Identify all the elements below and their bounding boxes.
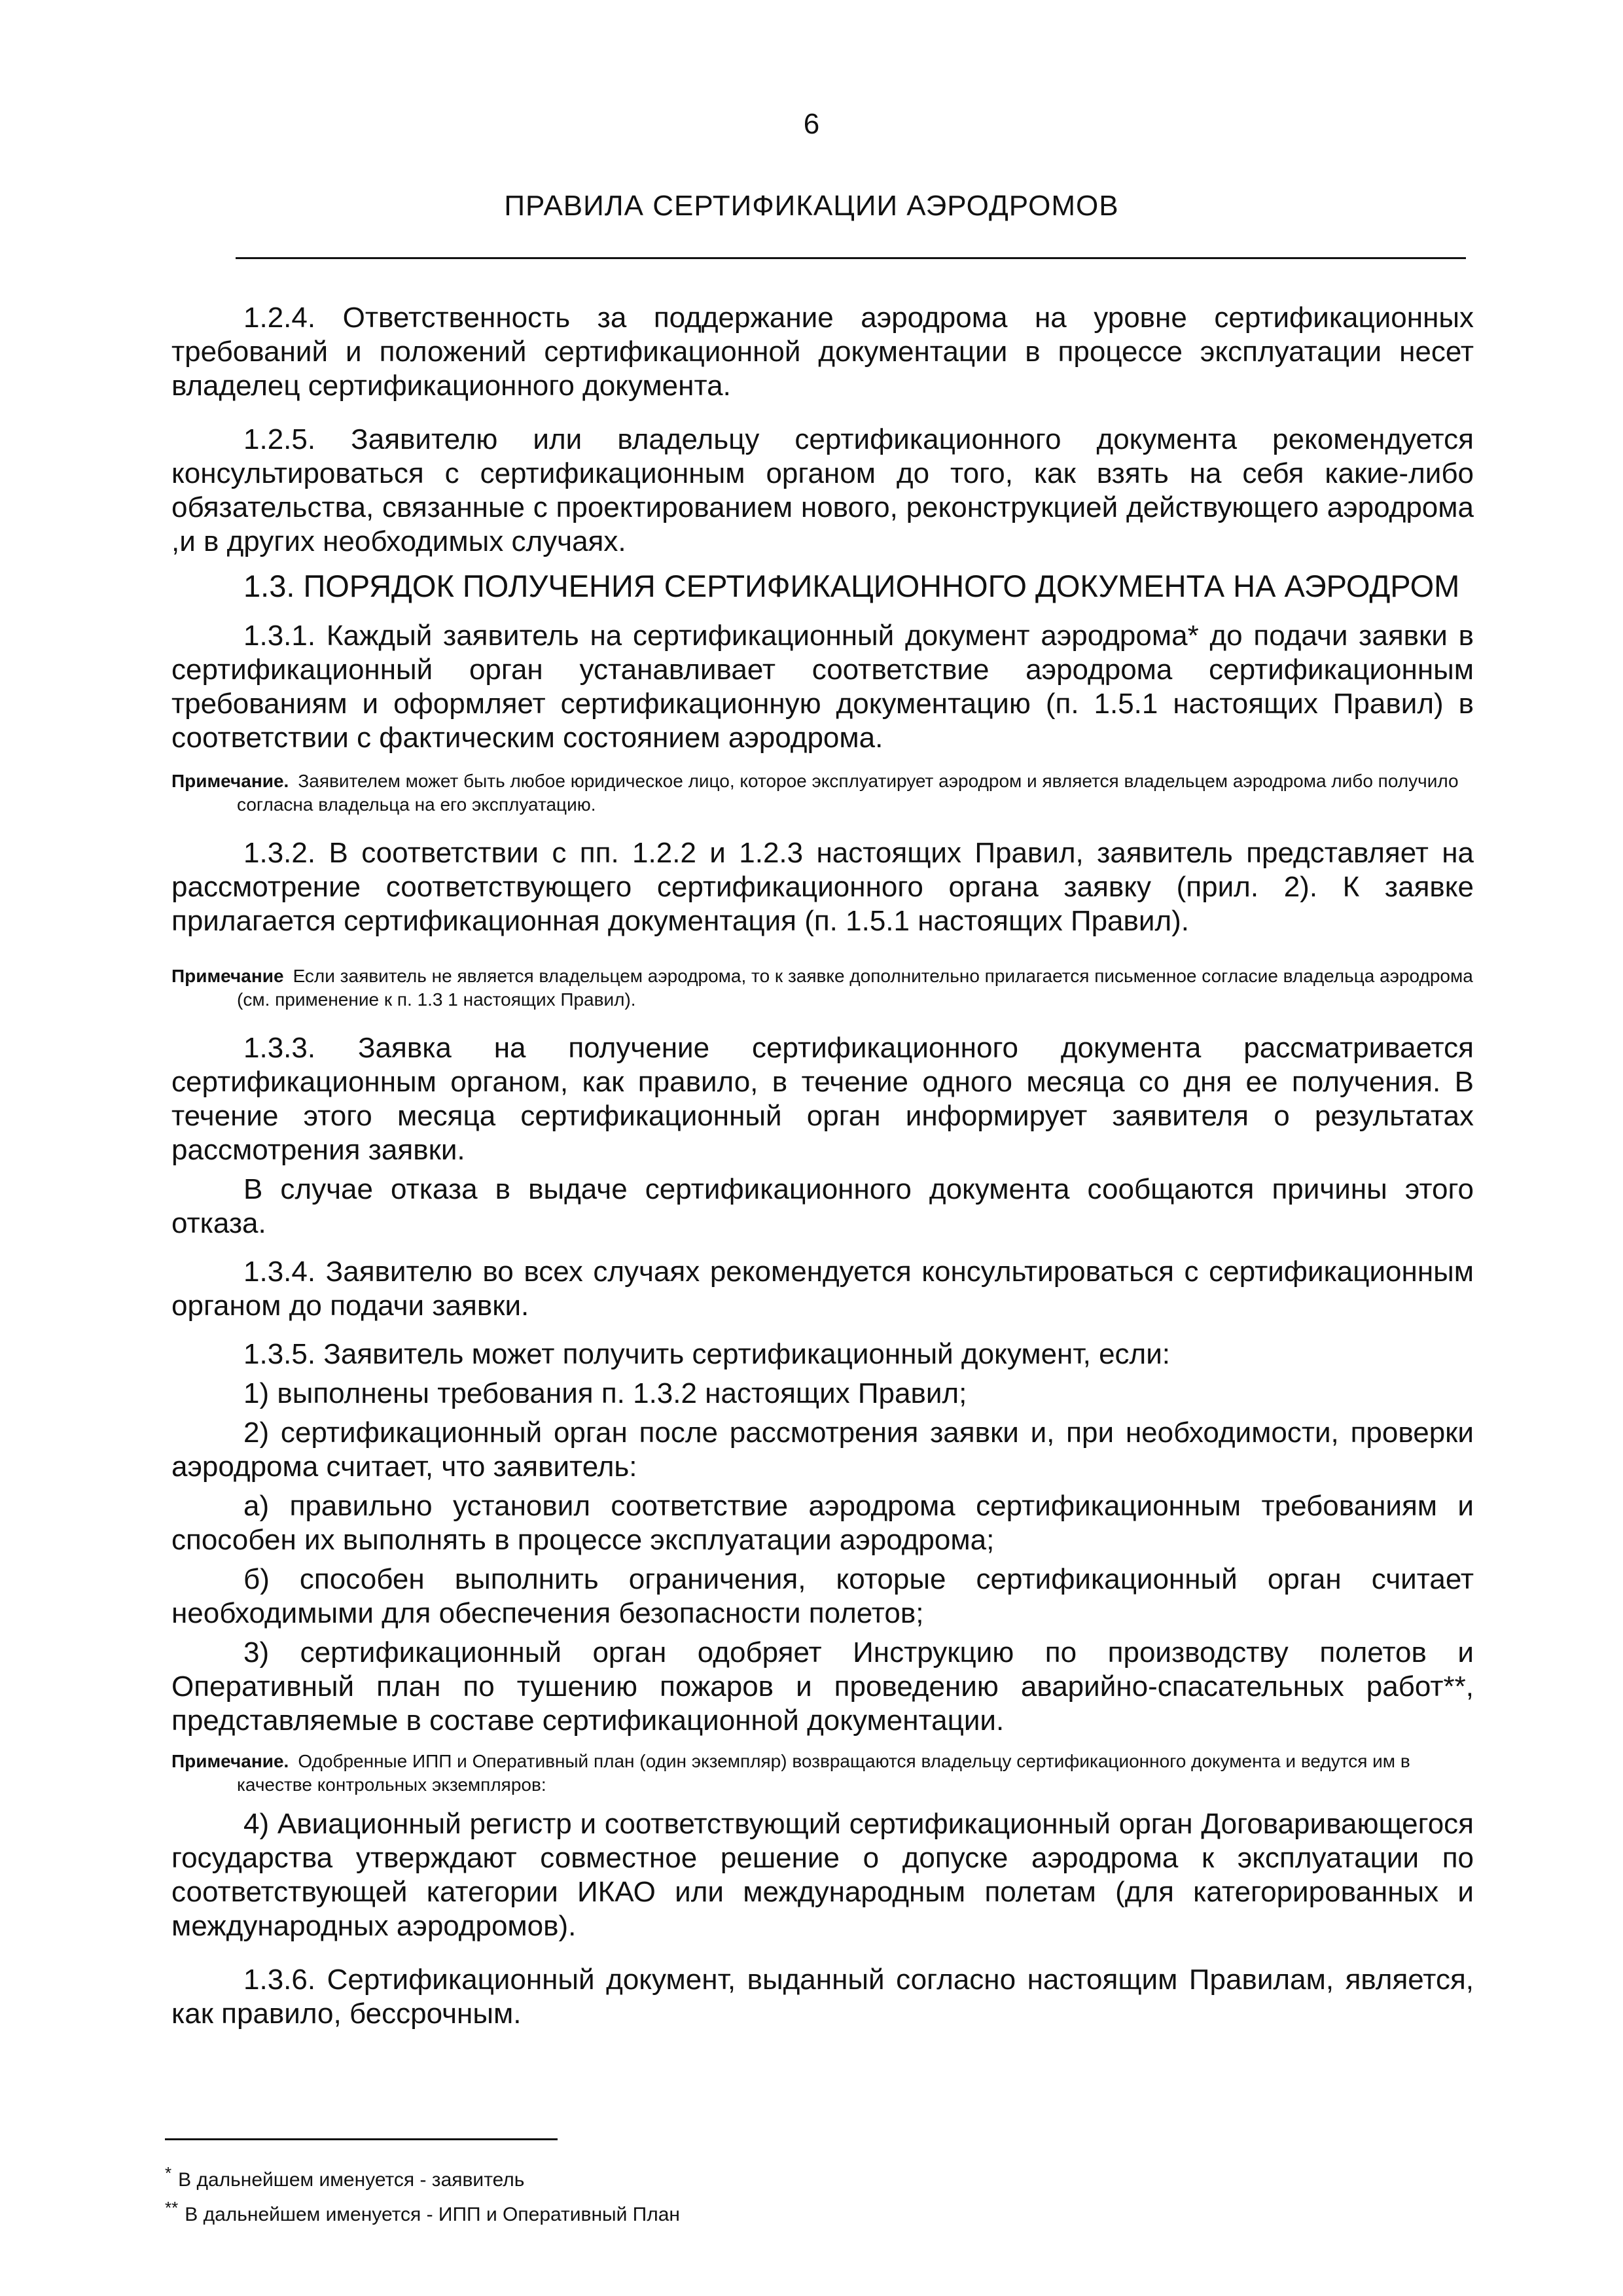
paragraph-refusal: В случае отказа в выдаче сертификационного документа сообщаются причины этого отказа. (171, 1173, 1474, 1239)
paragraph-1-3-4: 1.3.4. Заявителю во всех случаях рекомендуется консультироваться с сертификационным органом до подачи заявки. (171, 1256, 1474, 1322)
note-text: Если заявитель не является владельцем аэродрома, то к заявке дополнительно прилагается письменное согласие владельца аэродрома (см. применение к п. 1.3 1 настоящих Правил). (237, 966, 1473, 1010)
footnote-1-mark: * (165, 2163, 172, 2183)
paragraph-1-2-5: 1.2.5. Заявителю или владельцу сертификационного документа рекомендуется консультироваться с сертификационным органом до того, как взять на себя какие-либо обязательства, связанные с проектированием нового, реконструкцией действующего аэродрома ,и в других необходимых случаях. (171, 423, 1474, 557)
list-item-2b: б) способен выполнить ограничения, которые сертификационный орган считает необходимыми для обеспечения безопасности полетов; (171, 1563, 1474, 1629)
running-header: ПРАВИЛА СЕРТИФИКАЦИИ АЭРОДРОМОВ (504, 190, 1119, 222)
paragraph-1-3-1: 1.3.1. Каждый заявитель на сертификационный документ аэродрома* до подачи заявки в сертификационный орган устанавливает соответствие аэродрома сертификационным требованиям и оформляет сертификационную документацию (п. 1.5.1 настоящих Правил) в соответствии с фактическим состоянием аэродрома. (171, 620, 1474, 754)
footnote-rule (165, 2138, 558, 2140)
list-item-2: 2) сертификационный орган после рассмотрения заявки и, при необходимости, проверки аэродрома считает, что заявитель: (171, 1417, 1474, 1483)
footnote-2-mark: ** (165, 2198, 179, 2217)
footnote-1-text: В дальнейшем именуется - заявитель (178, 2169, 525, 2191)
list-item-3: 3) сертификационный орган одобряет Инструкцию по производству полетов и Оперативный план по тушению пожаров и проведению аварийно-спасательных работ**, представляемые в составе сертификационной документации. (171, 1636, 1474, 1737)
footnotes (165, 2159, 1408, 2229)
note-1 (171, 769, 1474, 817)
note-label: Примечание (171, 966, 284, 986)
list-item-1: 1) выполнены требования п. 1.3.2 настоящих Правил; (243, 1377, 967, 1409)
paragraph-1-2-4: 1.2.4. Ответственность за поддержание аэродрома на уровне сертификационных требований и положений сертификационной документации в процессе эксплуатации несет владелец сертификационного документа. (171, 302, 1474, 402)
note-text: Одобренные ИПП и Оперативный план (один экземпляр) возвращаются владельцу сертификационного документа и ведутся им в качестве контрольных экземпляров: (237, 1751, 1410, 1795)
note-label: Примечание. (171, 771, 289, 791)
header-rule (236, 257, 1466, 259)
list-item-2a: а) правильно установил соответствие аэродрома сертификационным требованиям и способен их выполнять в процессе эксплуатации аэродрома; (171, 1490, 1474, 1556)
paragraph-1-3-6: 1.3.6. Сертификационный документ, выданный согласно настоящим Правилам, является, как правило, бессрочным. (171, 1964, 1474, 2030)
paragraph-1-3-5: 1.3.5. Заявитель может получить сертификационный документ, если: (243, 1338, 1171, 1370)
note-label: Примечание. (171, 1751, 289, 1771)
section-heading-1-3: 1.3. ПОРЯДОК ПОЛУЧЕНИЯ СЕРТИФИКАЦИОННОГО ДОКУМЕНТА НА АЭРОДРОМ (243, 569, 1460, 603)
body-text (171, 301, 1474, 2051)
note-2 (171, 964, 1474, 1012)
paragraph-1-3-3: 1.3.3. Заявка на получение сертификационного документа рассматривается сертификационным органом, как правило, в течение одного месяца со дня ее получения. В течение этого месяца сертификационный орган информирует заявителя о результатах рассмотрения заявки. (171, 1032, 1474, 1166)
footnote-2-text: В дальнейшем именуется - ИПП и Оперативный План (185, 2204, 681, 2225)
page-number: 6 (803, 108, 820, 140)
note-text: Заявителем может быть любое юридическое лицо, которое эксплуатирует аэродром и является владельцем аэродрома либо получило согласна владельца на его эксплуатацию. (237, 771, 1459, 815)
footnote-2 (165, 2194, 1408, 2229)
paragraph-1-3-2: 1.3.2. В соответствии с пп. 1.2.2 и 1.2.3 настоящих Правил, заявитель представляет на рассмотрение соответствующего сертификационного органа заявку (прил. 2). К заявке прилагается сертификационная документация (п. 1.5.1 настоящих Правил). (171, 837, 1474, 937)
note-3 (171, 1750, 1474, 1797)
footnote-1 (165, 2159, 1408, 2194)
list-item-4: 4) Авиационный регистр и соответствующий сертификационный орган Договаривающегося государства утверждают совместное решение о допуске аэродрома к эксплуатации по соответствующей категории ИКАО или международным полетам (для категорированных и международных аэродромов). (171, 1808, 1474, 1942)
